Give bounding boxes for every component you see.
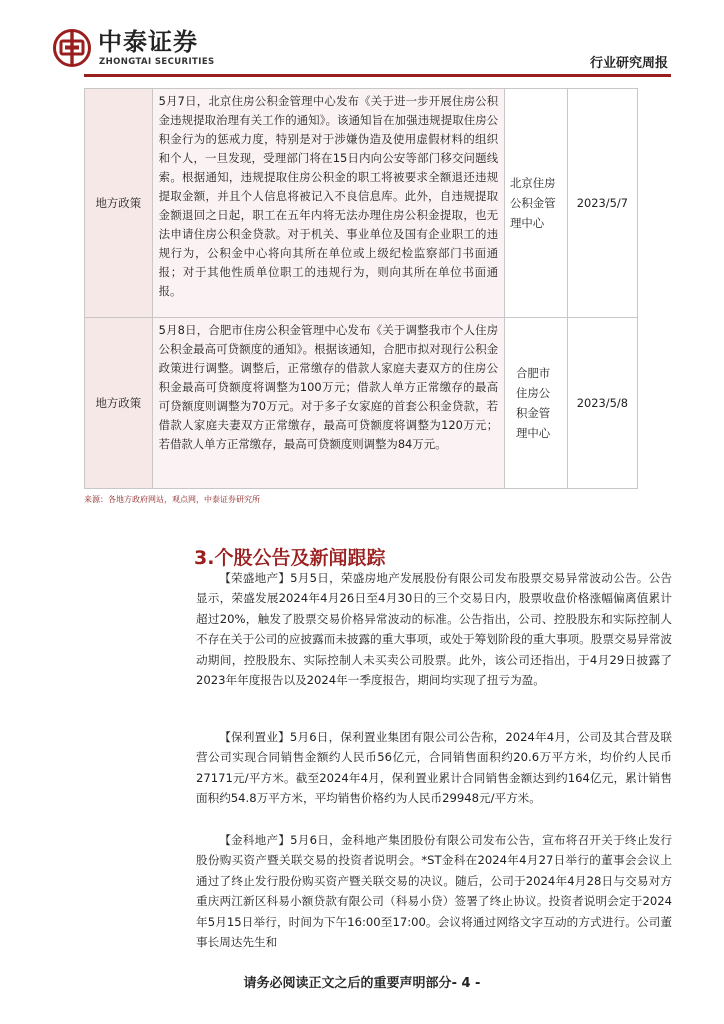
policy-date-cell: 2023/5/7: [567, 89, 637, 318]
page-footer: [0, 972, 724, 991]
policy-type-cell: 地方政策: [85, 89, 153, 318]
news-paragraph: 【金科地产】5月6日，金科地产集团股份有限公司发布公告，宣布将召开关于终止发行股份购买资产暨关联交易的投资者说明会。*ST金科在2024年4月27日举行的董事会会议上通过了终止发行股份购买资产暨关联交易的决议。随后，公司于2024年4月28日与交易对方重庆两江新区科易小额贷款有限公司（科易小贷）签署了终止协议。投资者说明会定于2024年5月15日举行，时间为下午16:00至17:00。会议将通过网络文字互动的方式进行。公司董事长周达先生和: [196, 833, 672, 950]
brand-name-en: ZHONGTAI SECURITIES: [99, 57, 215, 67]
section-title: 3.个股公告及新闻跟踪: [194, 547, 386, 569]
table-row: [85, 89, 638, 318]
table-source-note: 来源：各地方政府网站，观点网，中泰证券研究所: [84, 495, 260, 504]
policy-source-cell: [505, 89, 568, 318]
brand-name-cn: 中泰证券: [98, 28, 198, 56]
page-header: [0, 0, 724, 78]
header-divider: [84, 74, 671, 77]
policy-content-cell: 5月8日，合肥市住房公积金管理中心发布《关于调整我市个人住房公积金最高可贷额度的通知》。根据该通知，合肥市拟对现行公积金政策进行调整。调整后，正常缴存的借款人家庭夫妻双方的住房公积金最高可贷额度将调整为100万元；借款人单方正常缴存的最高可贷额度则调整为70万元。对于多子女家庭的首套公积金贷款，若借款人家庭夫妻双方正常缴存，最高可贷额度将调整为120万元；若借款人单方正常缴存，最高可贷额度则调整为84万元。: [152, 318, 505, 489]
news-paragraph: 【荣盛地产】5月5日，荣盛房地产发展股份有限公司发布股票交易异常波动公告。公告显示，荣盛发展2024年4月26日至4月30日的三个交易日内，股票收盘价格涨幅偏离值累计超过20%，触发了股票交易价格异常波动的标准。公告指出，公司、控股股东和实际控制人不存在关于公司的应披露而未披露的重大事项，或处于筹划阶段的重大事项。股票交易异常波动期间，控股股东、实际控制人未买卖公司股票。此外，该公司还指出，于4月29日披露了2023年年度报告以及2024年一季度报告，期间均实现了扭亏为盈。: [196, 571, 672, 688]
policy-date-cell: 2023/5/8: [567, 318, 637, 489]
table-row: [85, 318, 638, 489]
footer-disclaimer: 请务必阅读正文之后的重要声明部分: [243, 976, 452, 991]
policy-content-cell: 5月7日，北京住房公积金管理中心发布《关于进一步开展住房公积金违规提取治理有关工作的通知》。该通知旨在加强违规提取住房公积金行为的惩戒力度，特别是对于涉嫌伪造及使用虚假材料的组织和个人，一旦发现，受理部门将在15日内向公安等部门移交问题线索。根据通知，违规提取住房公积金的职工将被要求全额退还违规提取金额，并且个人信息将被记入不良信息库。此外，自违规提取金额退回之日起，职工在五年内将无法办理住房公积金提取，也无法申请住房公积金贷款。对于机关、事业单位及国有企业职工的违规行为，公积金中心将向其所在单位或上级纪检监察部门书面通报；对于其他性质单位职工的违规行为，则向其所在单位书面通报。: [152, 89, 505, 318]
page-number: - 4 -: [451, 976, 481, 991]
policy-source-text: 合肥市住房公积金管理中心: [515, 366, 551, 440]
policy-source-text: 北京住房公积金管理中心: [509, 176, 556, 230]
policy-source-cell: [505, 318, 568, 489]
news-paragraph: 【保利置业】5月6日，保利置业集团有限公司公告称，2024年4月，公司及其合营及联营公司实现合同销售金额约人民币56亿元，合同销售面积约20.6万平方米，均价约人民币27171元/平方米。截至2024年4月，保利置业累计合同销售金额达到约164亿元，累计销售面积约54.8万平方米，平均销售价格约为人民币29948元/平方米。: [196, 730, 672, 806]
report-type-label: 行业研究周报: [589, 56, 668, 71]
policy-type-cell: 地方政策: [85, 318, 153, 489]
zhongtai-logo-icon: [52, 28, 92, 68]
policy-table: [84, 88, 638, 489]
